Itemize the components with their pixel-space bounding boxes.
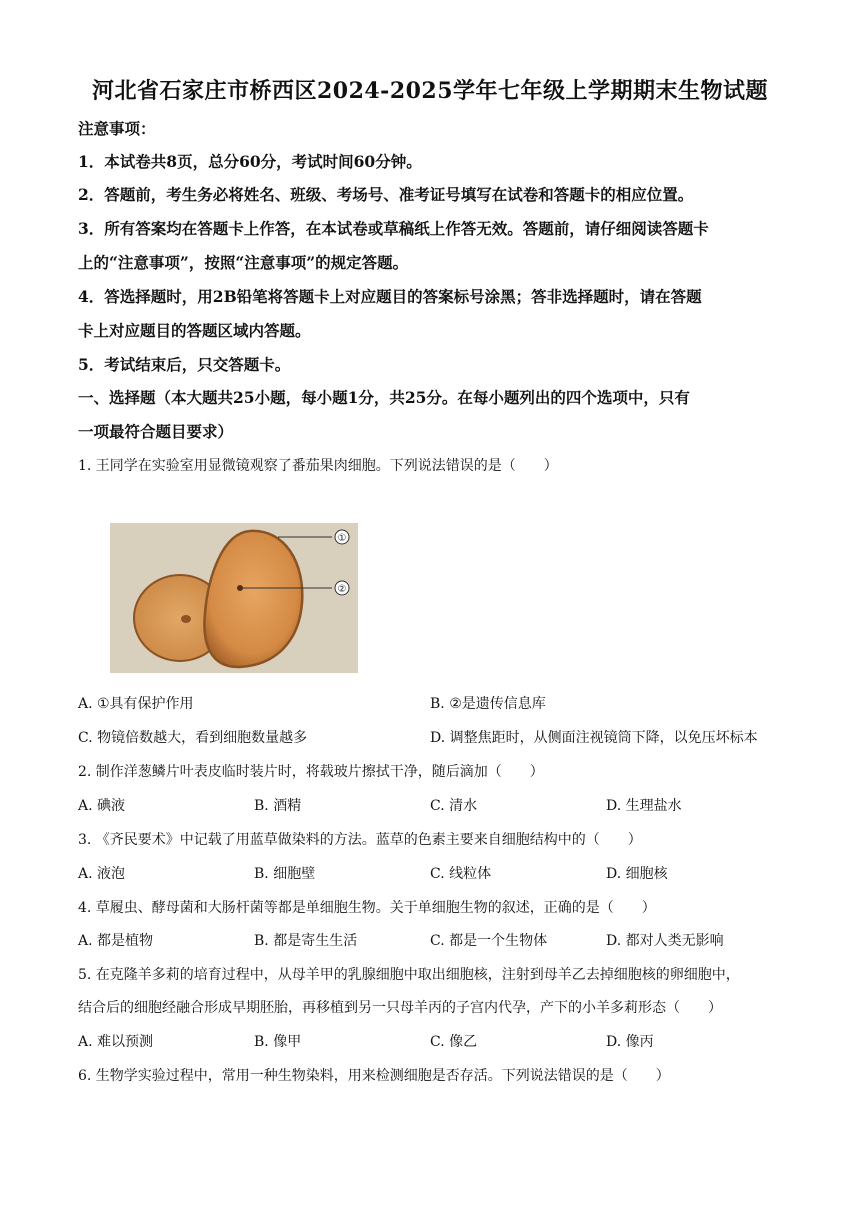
section-heading-line1: 一、选择题（本大题共25小题，每小题1分，共25分。在每小题列出的四个选项中，只有: [78, 388, 690, 407]
small-cell-dot: [181, 615, 191, 623]
question-5-stem-line2: 结合后的细胞经融合形成早期胚胎，再移植到另一只母羊丙的子宫内代孕，产下的小羊多莉形态（ ）: [78, 1000, 722, 1016]
q1-option-c: C. 物镜倍数越大，看到细胞数量越多: [78, 730, 308, 746]
tomato-cell-micrograph: [110, 523, 358, 673]
q5-option-a: A. 难以预测: [78, 1034, 154, 1050]
q3-option-a: A. 液泡: [78, 866, 126, 882]
q4-option-c: C. 都是一个生物体: [430, 933, 548, 949]
q2-option-b: B. 酒精: [254, 798, 302, 814]
figure-label-1: ①: [337, 533, 347, 544]
q5-option-c: C. 像乙: [430, 1034, 478, 1050]
q2-option-d: D. 生理盐水: [606, 798, 682, 814]
q3-option-c: C. 线粒体: [430, 866, 492, 882]
note-4-line2: 卡上对应题目的答题区域内答题。: [78, 321, 311, 340]
q5-option-d: D. 像丙: [606, 1034, 654, 1050]
q4-option-b: B. 都是寄生生活: [254, 933, 358, 949]
question-1-stem: 1. 王同学在实验室用显微镜观察了番茄果肉细胞。下列说法错误的是（ ）: [78, 458, 558, 474]
note-4-line1: 4．答选择题时，用2B铅笔将答题卡上对应题目的答案标号涂黑；答非选择题时，请在答题: [78, 287, 702, 306]
q3-option-b: B. 细胞壁: [254, 866, 316, 882]
figure-label-2: ②: [337, 584, 347, 595]
question-6-stem: 6. 生物学实验过程中，常用一种生物染料，用来检测细胞是否存活。下列说法错误的是（ ）: [78, 1068, 670, 1084]
question-4-stem: 4. 草履虫、酵母菌和大肠杆菌等都是单细胞生物。关于单细胞生物的叙述，正确的是（ ）: [78, 900, 656, 916]
note-2: 2．答题前，考生务必将姓名、班级、考场号、准考证号填写在试卷和答题卡的相应位置。: [78, 185, 694, 204]
page-title: 河北省石家庄市桥西区2024-2025学年七年级上学期期末生物试题: [91, 78, 769, 104]
question-3-stem: 3. 《齐民要术》中记载了用蓝草做染料的方法。蓝草的色素主要来自细胞结构中的（ ）: [78, 832, 642, 848]
note-1: 1．本试卷共8页，总分60分，考试时间60分钟。: [78, 152, 422, 171]
note-3-line2: 上的“注意事项”，按照“注意事项”的规定答题。: [78, 253, 409, 272]
q4-option-d: D. 都对人类无影响: [606, 933, 724, 949]
q1-option-a: A. ①具有保护作用: [78, 696, 194, 712]
notes-heading: 注意事项：: [78, 119, 156, 138]
note-3-line1: 3．所有答案均在答题卡上作答，在本试卷或草稿纸上作答无效。答题前，请仔细阅读答题卡: [78, 219, 709, 238]
q2-option-a: A. 碘液: [78, 798, 126, 814]
q4-option-a: A. 都是植物: [78, 933, 154, 949]
section-heading-line2: 一项最符合题目要求）: [78, 422, 234, 441]
question-2-stem: 2. 制作洋葱鳞片叶表皮临时装片时，将载玻片擦拭干净，随后滴加（ ）: [78, 764, 544, 780]
note-5: 5．考试结束后，只交答题卡。: [78, 355, 291, 374]
q2-option-c: C. 清水: [430, 798, 478, 814]
q3-option-d: D. 细胞核: [606, 866, 668, 882]
q5-option-b: B. 像甲: [254, 1034, 302, 1050]
q1-option-d: D. 调整焦距时，从侧面注视镜筒下降，以免压坏标本: [430, 730, 758, 746]
q1-option-b: B. ②是遗传信息库: [430, 696, 546, 712]
question-5-stem-line1: 5. 在克隆羊多莉的培育过程中，从母羊甲的乳腺细胞中取出细胞核，注射到母羊乙去掉细胞核的卵细胞中，: [78, 967, 740, 983]
